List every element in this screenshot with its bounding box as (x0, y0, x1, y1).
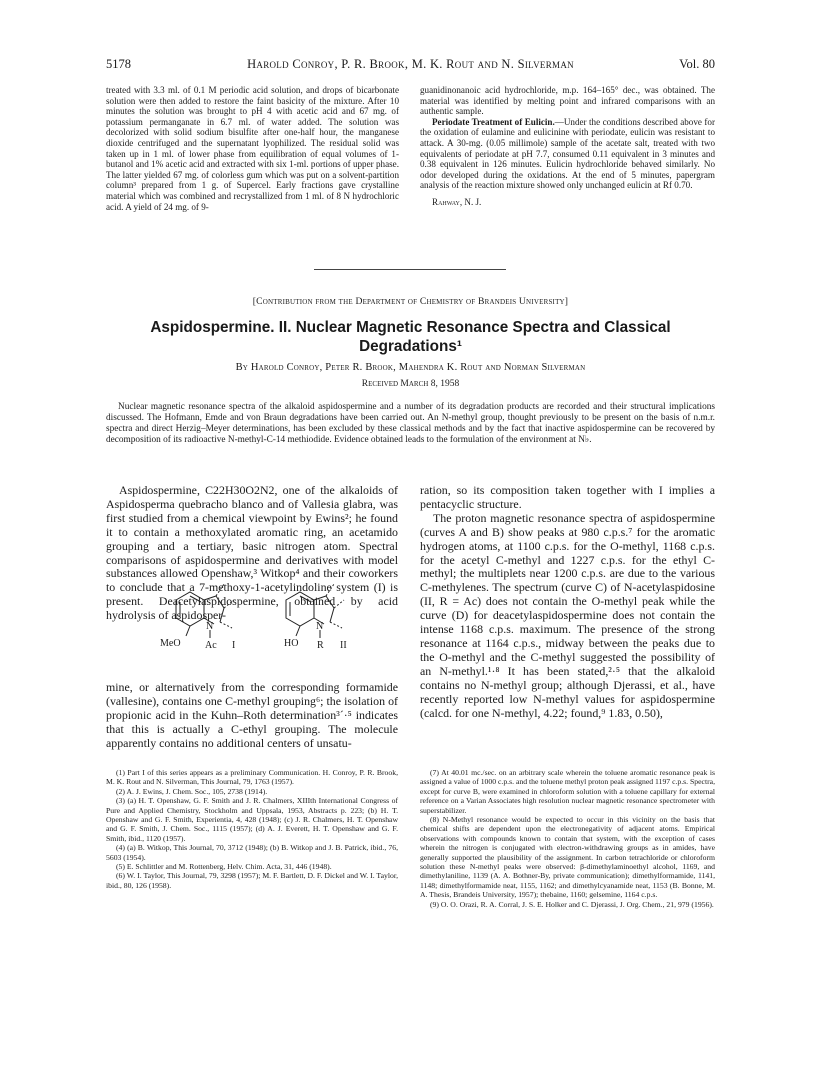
abstract: Nuclear magnetic resonance spectra of the alkaloid aspidospermine and a number of its degradation products are recorded and their structural implications discussed. The Hofmann, Emde and von Braun degradations have been carried out. An N-methyl group, thought previously to be present on the basis of n.m.r. spectra and direct Herzig–Meyer determinations, has been excluded by these classical methods and by the fact that inactive aspidospermine can be recovered by decomposition of its radioactive N-methyl-C-14 methiodide. Evidence obtained leads to the formulation of the environment at N♭. (106, 402, 715, 445)
article-divider (314, 269, 506, 270)
section-body: —Under the conditions described above for the oxidation of eulamine and eulicinine with periodate, eulicin was resistant to attack. A 30-mg. (0.05 millimole) sample of the acetate salt, treated with two equivalents of periodate at pH 7.7, consumed 0.11 equivalent in 3 minutes and 0.38 equivalent in 126 minutes. Eulicin hydrochloride behaved similarly. No odor developed during the oxidations. At the end of 5 minutes, papergram analysis of the reaction mixture showed only unchanged eulicin at Rf 0.70. (420, 116, 715, 191)
body-right (420, 484, 715, 720)
section-heading: Periodate Treatment of Eulicin. (432, 116, 555, 127)
article-title (106, 319, 715, 356)
intro-paragraph: Aspidospermine, C22H30O2N2, one of the alkaloids of Aspidosperma quebracho blanco and of Vallesia glabra, was first studied from a chemical viewpoint by Ewins²; he found it to contain a methoxylated aromatic ring, an acetamido grouping and a tertiary, basic nitrogen atom. Spectral comparisons of aspidospermine and derivatives with model substances allowed Openshaw,³ Witkop⁴ and their coworkers to conclude that a 7-methoxy-1-acetylindoline system (I) is present. Deacetylaspidospermine, obtained by acid hydrolysis of aspidosper- (106, 483, 398, 623)
byline: By Harold Conroy, Peter R. Brook, Mahendra K. Rout and Norman Silverman (235, 362, 586, 373)
footnote: (3) (a) H. T. Openshaw, G. F. Smith and J. R. Chalmers, XIIIth International Congress of Pure and Applied Chemistry, Stockholm and Uppsala, 1953, Abstracts p. 223; (b) H. T. Openshaw and G. F. Smith, Experientia, 4, 428 (1948); (c) J. R. Chalmers, H. T. Openshaw and G. F. Smith, J. Chem. Soc., 1115 (1957); (d) A. J. Everett, H. T. Openshaw and G. F. Smith, ibid., 1120 (1957). (106, 796, 398, 843)
received-date: Received March 8, 1958 (361, 379, 460, 389)
footnote: (1) Part I of this series appears as a preliminary Communication. H. Conroy, P. R. Brook, M. K. Rout and N. Silverman, This Journal, 79, 1763 (1957). (106, 768, 398, 787)
periodate-paragraph (420, 117, 715, 191)
footnote: (7) At 40.01 mc./sec. on an arbitrary scale wherein the toluene aromatic resonance peak is assigned a value of 1000 c.p.s. and the toluene methyl proton peak assigned 1197 c.p.s. Spectra, except for curve B, were examined in chloroform solution with a toluene capillary for external reference on a Varian Associates high resolution nuclear magnetic resonance spectrometer with superstabilizer. (420, 768, 715, 815)
running-header (106, 57, 715, 73)
label-n-ii: N (316, 621, 324, 632)
volume-number: Vol. 80 (679, 57, 715, 71)
top-right-column (420, 85, 715, 208)
indoline-structures-drawing (162, 578, 362, 670)
page-number: 5178 (106, 57, 131, 71)
continued-intro: mine, or alternatively from the corresponding formamide (vallesine), contains one C-methyl grouping⁶; the isolation of propionic acid in the Kuhn–Roth determination³´·⁵ indicates that this is actually a C-ethyl grouping. The molecule apparently contains no additional centers of unsatu- (106, 680, 398, 750)
label-i: I (232, 640, 236, 651)
footnote: (2) A. J. Ewins, J. Chem. Soc., 105, 2738 (1914). (116, 786, 268, 796)
label-r: R (317, 640, 324, 651)
body-left-bottom (106, 681, 398, 751)
header-authors: Harold Conroy, P. R. Brook, M. K. Rout and N. Silverman (247, 57, 574, 71)
footnote: (6) W. I. Taylor, This Journal, 79, 3298 (1957); M. F. Bartlett, D. F. Dickel and W. I. Taylor, ibid., 80, 126 (1958). (106, 871, 398, 890)
nmr-paragraph: The proton magnetic resonance spectra of aspidospermine (curves A and B) show peaks at 980 c.p.s.⁷ for the aromatic hydrogen atoms, at 1100 c.p.s. for the O-methyl, 1168 c.p.s. for the acetyl C-methyl and 1227 c.p.s. for the ethyl C-methyl; the multiplets near 1200 c.p.s. are due to the various C-methylenes. The spectrum (curve C) of N-acetylaspidosine (II, R = Ac) does not contain the O-methyl peak while the curve (D) for deacetylaspidospermine does not contain the intense 1168 c.p.s. maximum. The presence of the strong resonance at 1164 c.p.s., midway between the peaks due to the O-methyl and the C-methyl suggested the possibility of an N-methyl.¹·⁸ It has been stated,²·⁵ that the alkaloid contains no N-methyl group; although Djerassi, et al., have recently reported low N-methyl values for aspidospermine (calcd. for one N-methyl, 4.22; found,⁹ 1.83, 0.50), (420, 510, 715, 720)
footnote: (5) E. Schlittler and M. Rottenberg, Helv. Chim. Acta, 31, 446 (1948). (116, 862, 332, 872)
footnote: (9) O. O. Orazi, R. A. Corral, J. S. E. Holker and C. Djerassi, J. Org. Chem., 21, 979 (1956). (430, 899, 714, 909)
structures-figure (162, 578, 362, 670)
footnote: (8) N-Methyl resonance would be expected to occur in this vicinity on the basis that chemical shifts are dependent upon the electronegativity of adjacent atoms. Empirical observations with compounds known to contain that system, with the exception of cases wherein the nitrogen is conjugated with electron-withdrawing groups as in amides, have generally supported the plausibility of the assignment. In carbon tetrachloride or chloroform solution these N-methyl peaks were observed: β-dimethylaminoethyl alcohol, 1169, and dimethylaniline, 1139 (A. A. Bothner-By, private communication); dimethylformamide, 1141, 1148; dimethylformamide neat, 1155, 1162; and dimethylcyanamide neat, 1153 (B. Bonne, M. A. Thesis, Brandeis University, 1957); thebaine, 1160; gelsemine, 1164 c.p.s. (420, 815, 715, 900)
footnotes-right (420, 768, 715, 909)
continued-paragraph: treated with 3.3 ml. of 0.1 M periodic acid solution, and drops of bicarbonate solution were then added to restore the faint basicity of the mixture. After 10 minutes the solution was brought to pH 4 with acetic acid and 67 mg. of potassium permanganate in 6.7 ml. of water added. The solution was decolorized with solid sodium bisulfite after one-half hour, the manganese dioxide centrifuged and the supernatant lyophilized. The residual solid was taken up in 1 ml. of lower phase from equilibration of equal volumes of 1-butanol and 1% acetic acid and extracted with six 1-ml. portions of upper phase. The latter yielded 67 mg. of colorless gum which was put on a solvent-partition column³ prepared from 1 g. of Supercel. Early fractions gave crystalline material which was combined and recrystallized from 1 ml. of 8 N hydrochloric acid. A yield of 24 mg. of 9- (106, 85, 399, 212)
footnote: (4) (a) B. Witkop, This Journal, 70, 3712 (1948); (b) B. Witkop and J. B. Patrick, ibid., 76, 5603 (1954). (106, 843, 398, 862)
top-left-column (106, 85, 399, 212)
contribution-line: [Contribution from the Department of Chemistry of Brandeis University] (252, 296, 569, 307)
label-n-i: N (206, 621, 214, 632)
label-ii: II (340, 640, 347, 651)
title-line-1: Aspidospermine. II. Nuclear Magnetic Resonance Spectra and Classical (150, 319, 671, 336)
composition-paragraph: ration, so its composition taken together with I implies a pentacyclic structure. (420, 483, 715, 511)
location: Rahway, N. J. (432, 196, 482, 207)
footnotes-left (106, 768, 398, 890)
title-line-2: Degradations¹ (359, 337, 462, 355)
label-ac: Ac (205, 640, 217, 651)
continued-paragraph-end: guanidinonanoic acid hydrochloride, m.p. 164–165° dec., was obtained. The material was identified by melting point and infrared comparisons with an authentic sample. (420, 85, 715, 117)
label-ho: HO (284, 638, 299, 649)
label-meo: MeO (160, 638, 181, 649)
